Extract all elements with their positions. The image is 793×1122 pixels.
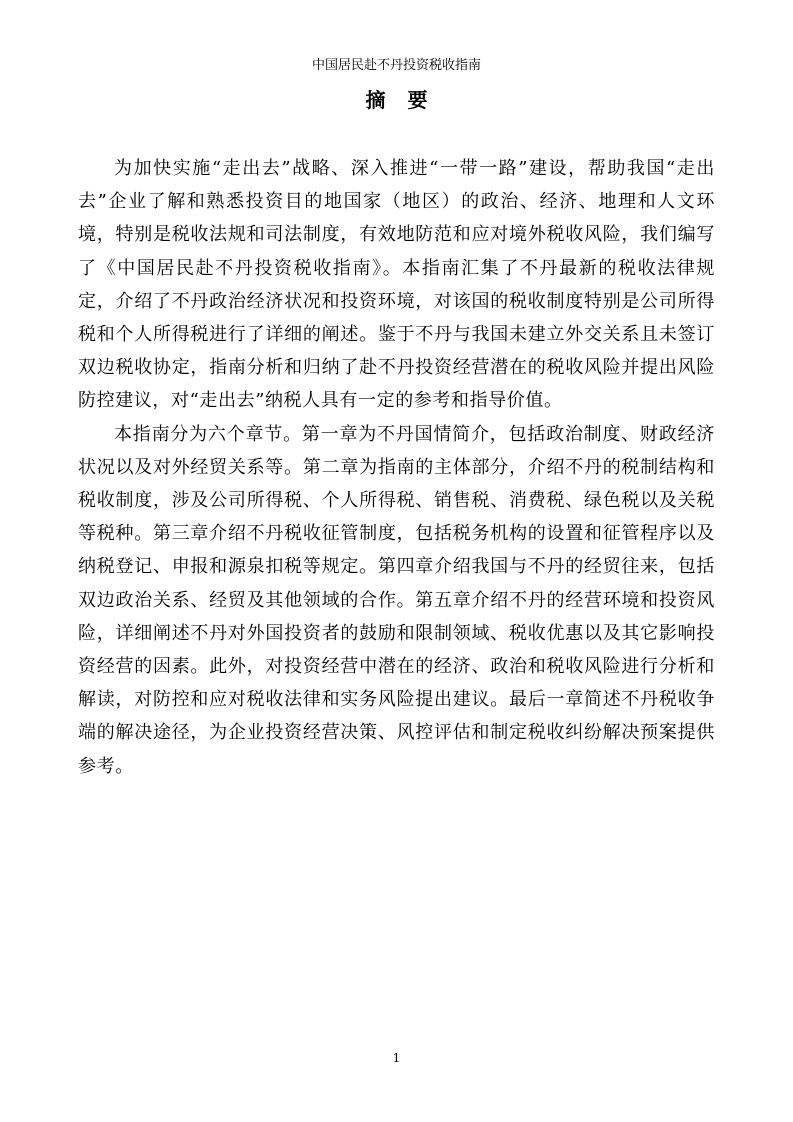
running-header: 中国居民赴不丹投资税收指南 [311, 58, 481, 73]
page-title: 摘要 [365, 88, 450, 112]
paragraph-2: 本指南分为六个章节。第一章为不丹国情简介，包括政治制度、财政经济状况以及对外经贸关系等。第二章为指南的主体部分，介绍不丹的税制结构和税收制度，涉及公司所得税、个人所得税、销售税、消费税、绿色税以及关税等税种。第三章介绍不丹税收征管制度，包括税务机构的设置和征管程序以及纳税登记、申报和源泉扣税等规定。第四章介绍我国与不丹的经贸往来，包括双边政治关系、经贸及其他领域的合作。第五章介绍不丹的经营环境和投资风险，详细阐述不丹对外国投资者的鼓励和限制领域、税收优惠以及其它影响投资经营的因素。此外，对投资经营中潜在的经济、政治和税收风险进行分析和解读，对防控和应对税收法律和实务风险提出建议。最后一章简述不丹税收争端的解决途径，为企业投资经营决策、风控评估和制定税收纠纷解决预案提供参考。 [78, 423, 715, 777]
page-number: 1 [392, 1051, 401, 1065]
paragraph-1: 为加快实施“走出去”战略、深入推进“一带一路”建设，帮助我国“走出去”企业了解和熟悉投资目的地国家（地区）的政治、经济、地理和人文环境，特别是税收法规和司法制度，有效地防范和应对境外税收风险，我们编写了《中国居民赴不丹投资税收指南》。本指南汇集了不丹最新的税收法律规定，介绍了不丹政治经济状况和投资环境，对该国的税收制度特别是公司所得税和个人所得税进行了详细的阐述。鉴于不丹与我国未建立外交关系且未签订双边税收协定，指南分析和归纳了赴不丹投资经营潜在的税收风险并提出风险防控建议，对“走出去”纳税人具有一定的参考和指导价值。 [78, 158, 715, 412]
abstract-body [78, 152, 715, 783]
